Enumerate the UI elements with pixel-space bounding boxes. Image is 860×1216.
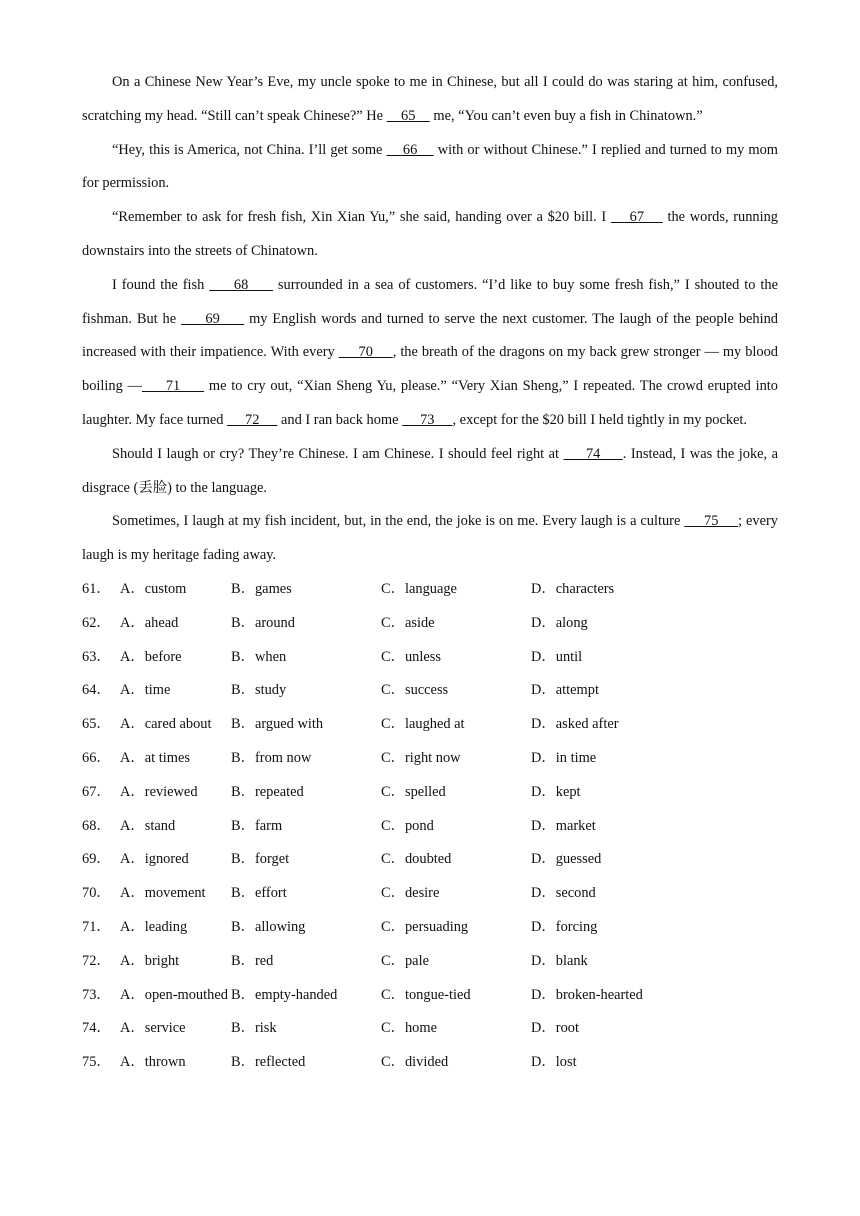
question-row <box>82 742 778 776</box>
passage-text: my English words and turned to serve the next customer. The laugh of the people behind increased with their impatience. With every <box>82 310 778 361</box>
blank-69: 69 <box>180 310 245 327</box>
question-number: 62． <box>82 614 111 631</box>
option-d: D．second <box>531 885 596 902</box>
option-d: D．characters <box>531 580 615 597</box>
option-a: A．at times <box>120 749 190 766</box>
option-b: B．games <box>231 580 292 597</box>
passage-text: I found the fish <box>112 276 210 293</box>
blank-72: 72 <box>227 411 278 428</box>
option-c: C．language <box>381 580 457 597</box>
question-row <box>82 877 778 911</box>
option-c: C．doubted <box>381 851 452 868</box>
passage-text: Should I laugh or cry? They’re Chinese. I am Chinese. I should feel right at <box>112 445 564 462</box>
option-b: B．study <box>231 682 287 699</box>
blank-68: 68 <box>209 276 273 293</box>
option-d: D．broken-hearted <box>531 986 643 1003</box>
option-a: A．ignored <box>120 851 189 868</box>
question-row <box>82 607 778 641</box>
option-a: A．movement <box>120 885 206 902</box>
option-b: B．when <box>231 648 287 665</box>
question-number: 72． <box>82 952 111 969</box>
option-d: D．until <box>531 648 583 665</box>
question-number: 71． <box>82 918 111 935</box>
option-c: C．aside <box>381 614 435 631</box>
option-c: C．spelled <box>381 783 446 800</box>
passage-text: and I ran back home <box>277 411 403 428</box>
question-row <box>82 573 778 607</box>
option-c: C．pale <box>381 952 429 969</box>
question-number: 63． <box>82 648 111 665</box>
option-c: C．desire <box>381 885 440 902</box>
passage-paragraph-6 <box>82 505 778 573</box>
option-b: B．effort <box>231 885 287 902</box>
option-d: D．lost <box>531 1054 577 1071</box>
passage-text: “Remember to ask for fresh fish, Xin Xian Yu,” she said, handing over a $20 bill. I <box>112 209 611 226</box>
option-b: B．risk <box>231 1020 277 1037</box>
option-a: A．time <box>120 682 171 699</box>
option-c: C．tongue-tied <box>381 986 471 1003</box>
option-a: A．custom <box>120 580 187 597</box>
question-number: 75． <box>82 1054 111 1071</box>
blank-74: 74 <box>563 445 623 462</box>
question-number: 68． <box>82 817 111 834</box>
blank-67: 67 <box>610 209 663 226</box>
option-d: D．along <box>531 614 588 631</box>
passage-paragraph-4 <box>82 269 778 438</box>
option-b: B．reflected <box>231 1054 306 1071</box>
passage-paragraph-1 <box>82 66 778 134</box>
option-b: B．repeated <box>231 783 304 800</box>
passage-paragraph-5 <box>82 438 778 506</box>
option-b: B．forget <box>231 851 290 868</box>
option-d: D．root <box>531 1020 579 1037</box>
option-c: C．pond <box>381 817 434 834</box>
passage-text: , the breath of the dragons on my back grew stronger — my blood boiling — <box>82 344 778 395</box>
option-c: C．laughed at <box>381 716 465 733</box>
question-number: 61． <box>82 580 111 597</box>
question-row <box>82 674 778 708</box>
question-number: 64． <box>82 682 111 699</box>
blank-65: 65 <box>386 107 430 124</box>
option-a: A．leading <box>120 918 188 935</box>
question-number: 69． <box>82 851 111 868</box>
option-c: C．unless <box>381 648 441 665</box>
question-number: 74． <box>82 1020 111 1037</box>
option-b: B．from now <box>231 749 312 766</box>
option-d: D．attempt <box>531 682 599 699</box>
option-b: B．argued with <box>231 716 324 733</box>
passage-text: surrounded in a sea of customers. “I’d like to buy some fresh fish,” I shouted to the fishman. But he <box>82 276 778 327</box>
option-d: D．asked after <box>531 716 619 733</box>
passage-text: the words, running downstairs into the streets of Chinatown. <box>82 209 778 259</box>
question-number: 66． <box>82 749 111 766</box>
question-row <box>82 979 778 1013</box>
option-a: A．reviewed <box>120 783 198 800</box>
passage-text: me to cry out, “Xian Sheng Yu, please.” “Very Xian Sheng,” I repeated. The crowd erupted into laughter. My face turned <box>82 378 778 428</box>
option-b: B．around <box>231 614 295 631</box>
option-d: D．kept <box>531 783 581 800</box>
question-row <box>82 641 778 675</box>
question-row <box>82 810 778 844</box>
passage-text: with or without Chinese.” I replied and turned to my mom for permission. <box>82 141 779 192</box>
option-b: B．farm <box>231 817 283 834</box>
option-c: C．home <box>381 1020 437 1037</box>
option-c: C．success <box>381 682 449 699</box>
option-d: D．in time <box>531 749 597 766</box>
question-row <box>82 945 778 979</box>
blank-75: 75 <box>684 513 739 530</box>
passage-text: ; every laugh is my heritage fading away. <box>82 513 778 564</box>
blank-71: 71 <box>141 378 205 395</box>
exam-content <box>82 66 778 1080</box>
passage-text: Sometimes, I laugh at my fish incident, but, in the end, the joke is on me. Every laugh is a culture <box>112 513 685 530</box>
option-a: A．before <box>120 648 182 665</box>
question-number: 65． <box>82 716 111 733</box>
option-a: A．thrown <box>120 1054 186 1071</box>
option-c: C．divided <box>381 1054 449 1071</box>
option-a: A．ahead <box>120 614 179 631</box>
option-a: A．cared about <box>120 716 212 733</box>
question-row <box>82 911 778 945</box>
blank-73: 73 <box>402 411 453 428</box>
option-d: D．blank <box>531 952 588 969</box>
blank-70: 70 <box>338 344 393 361</box>
passage-text: me, “You can’t even buy a fish in Chinatown.” <box>429 107 703 124</box>
passage-paragraph-3 <box>82 201 778 269</box>
option-a: A．open-mouthed <box>120 986 228 1003</box>
option-d: D．market <box>531 817 596 834</box>
passage-text: , except for the $20 bill I held tightly in my pocket. <box>452 411 748 428</box>
blank-66: 66 <box>386 141 434 158</box>
option-c: C．right now <box>381 749 461 766</box>
question-row <box>82 1046 778 1080</box>
option-d: D．guessed <box>531 851 602 868</box>
passage-paragraph-2 <box>82 134 778 202</box>
option-a: A．stand <box>120 817 176 834</box>
question-row <box>82 776 778 810</box>
passage-text: On a Chinese New Year’s Eve, my uncle spoke to me in Chinese, but all I could do was staring at him, confused, scratching my head. “Still can’t speak Chinese?” He <box>82 74 778 124</box>
question-row <box>82 708 778 742</box>
question-row <box>82 1012 778 1046</box>
option-a: A．bright <box>120 952 180 969</box>
passage-text: “Hey, this is America, not China. I’ll get some <box>112 141 387 158</box>
option-b: B．red <box>231 952 274 969</box>
option-d: D．forcing <box>531 918 598 935</box>
option-b: B．empty-handed <box>231 986 338 1003</box>
question-number: 70． <box>82 885 111 902</box>
passage-text: . Instead, I was the joke, a disgrace (丢脸) to the language. <box>82 445 778 496</box>
question-list <box>82 573 778 1080</box>
option-b: B．allowing <box>231 918 306 935</box>
option-c: C．persuading <box>381 918 469 935</box>
question-number: 73． <box>82 986 111 1003</box>
question-row <box>82 843 778 877</box>
question-number: 67． <box>82 783 111 800</box>
option-a: A．service <box>120 1020 186 1037</box>
